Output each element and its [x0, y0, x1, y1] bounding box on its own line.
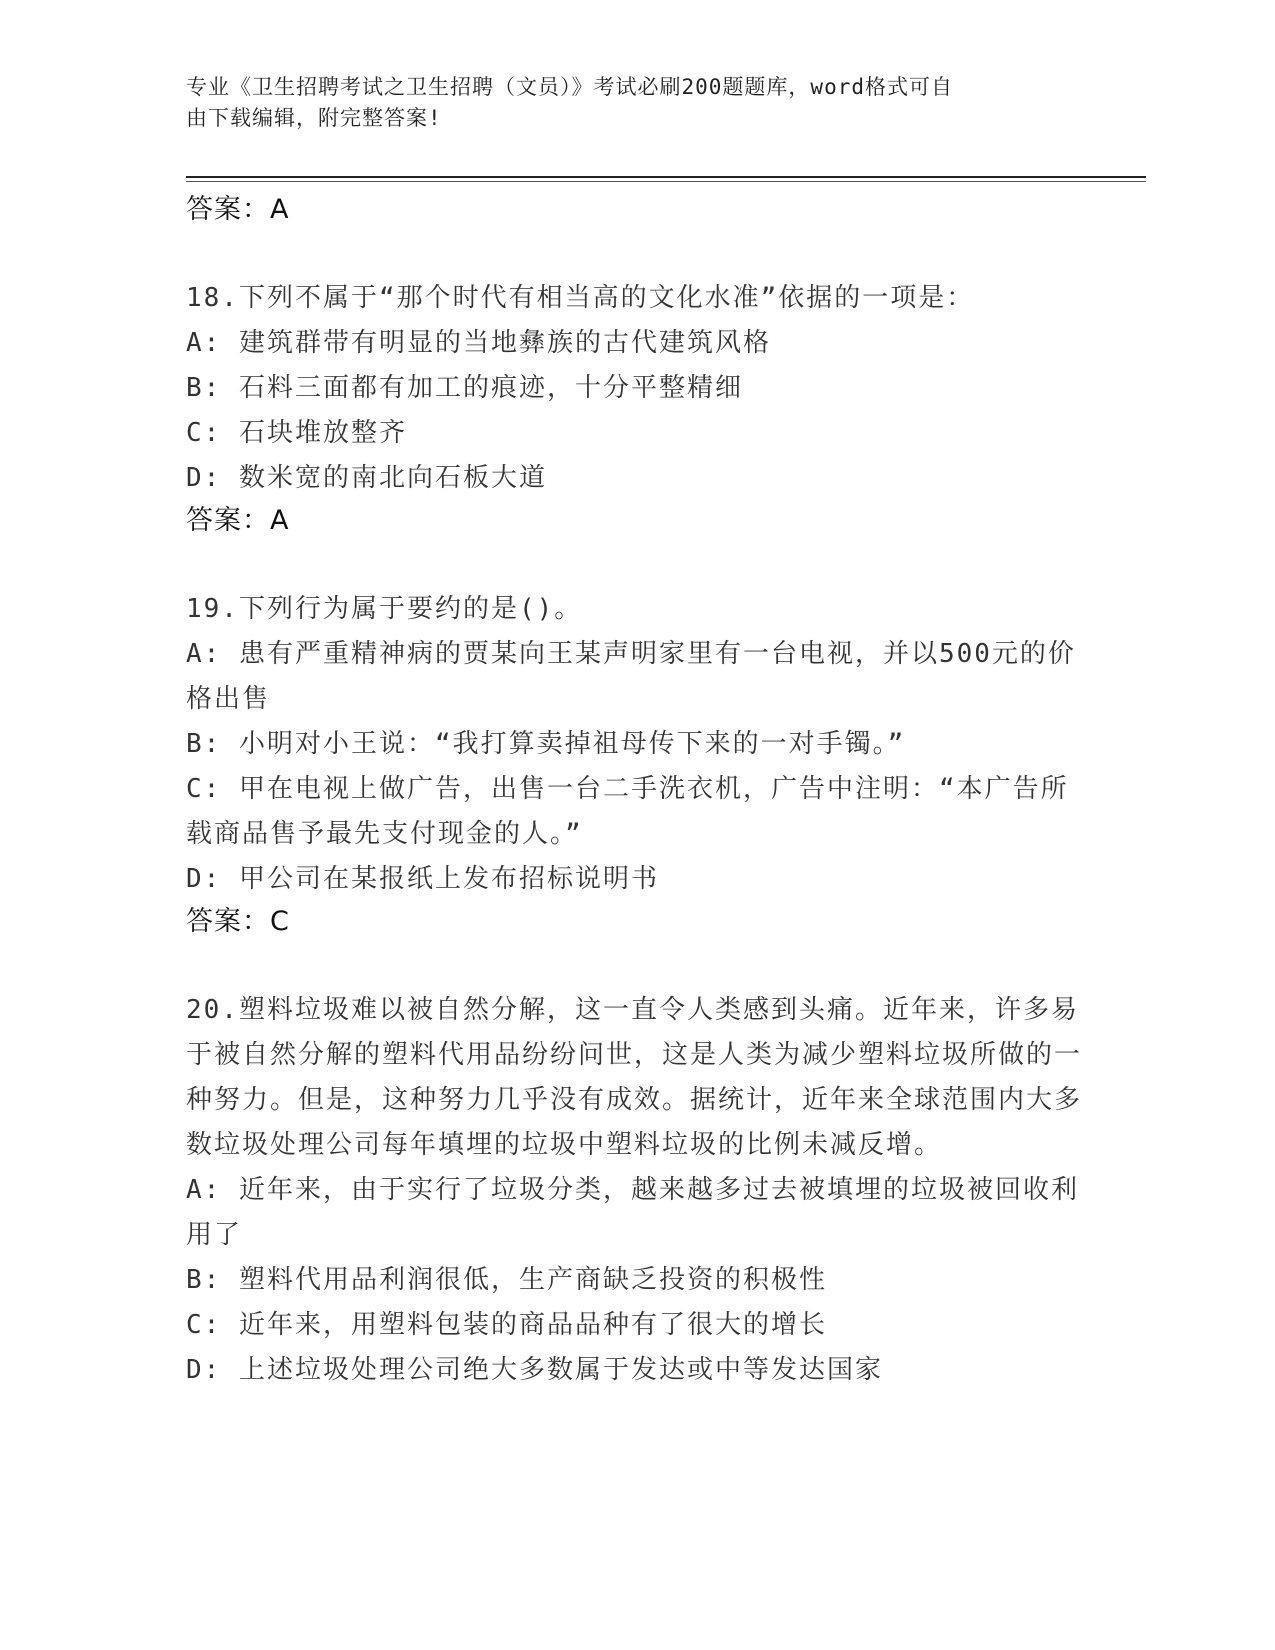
question-text: 19.下列行为属于要约的是()。 — [186, 594, 583, 624]
option-b: B: 塑料代用品利润很低，生产商缺乏投资的积极性 — [186, 1265, 827, 1295]
answer: 答案：C — [186, 906, 290, 937]
option-c: C: 甲在电视上做广告，出售一台二手洗衣机，广告中注明：“本广告所载商品售予最先支付现金的人。” — [186, 774, 1069, 849]
option-d: D: 数米宽的南北向石板大道 — [186, 463, 547, 493]
document-header — [186, 72, 1066, 134]
option-a: A: 患有严重精神病的贾某向王某声明家里有一台电视，并以500元的价格出售 — [186, 639, 1076, 714]
answer: 答案：A — [186, 505, 290, 536]
option-a: A: 建筑群带有明显的当地彝族的古代建筑风格 — [186, 328, 771, 358]
question-18 — [186, 276, 1086, 541]
header-line-2: 由下载编辑，附完整答案! — [186, 106, 442, 130]
document-content — [186, 190, 1086, 1393]
question-text: 18.下列不属于“那个时代有相当高的文化水准”依据的一项是： — [186, 283, 975, 313]
option-b: B: 石料三面都有加工的痕迹，十分平整精细 — [186, 373, 743, 403]
question-19 — [186, 587, 1086, 942]
option-c: C: 近年来，用塑料包装的商品品种有了很大的增长 — [186, 1310, 827, 1340]
option-d: D: 上述垃圾处理公司绝大多数属于发达或中等发达国家 — [186, 1355, 883, 1385]
question-text: 20.塑料垃圾难以被自然分解，这一直令人类感到头痛。近年来，许多易于被自然分解的塑料代用品纷纷问世，这是人类为减少塑料垃圾所做的一种努力。但是，这种努力几乎没有成效。据统计，近年来全球范围内大多数垃圾处理公司每年填埋的垃圾中塑料垃圾的比例未减反增。 — [186, 995, 1083, 1160]
header-divider-thick — [186, 176, 1146, 178]
previous-answer: 答案：A — [186, 194, 290, 225]
question-20 — [186, 988, 1086, 1393]
option-b: B: 小明对小王说：“我打算卖掉祖母传下来的一对手镯。” — [186, 729, 906, 759]
option-a: A: 近年来，由于实行了垃圾分类，越来越多过去被填埋的垃圾被回收利用了 — [186, 1175, 1079, 1250]
header-line-1: 专业《卫生招聘考试之卫生招聘（文员）》考试必刷200题题库，word格式可自 — [186, 75, 953, 99]
option-d: D: 甲公司在某报纸上发布招标说明书 — [186, 864, 659, 894]
header-divider-thin — [186, 181, 1146, 182]
option-c: C: 石块堆放整齐 — [186, 418, 407, 448]
